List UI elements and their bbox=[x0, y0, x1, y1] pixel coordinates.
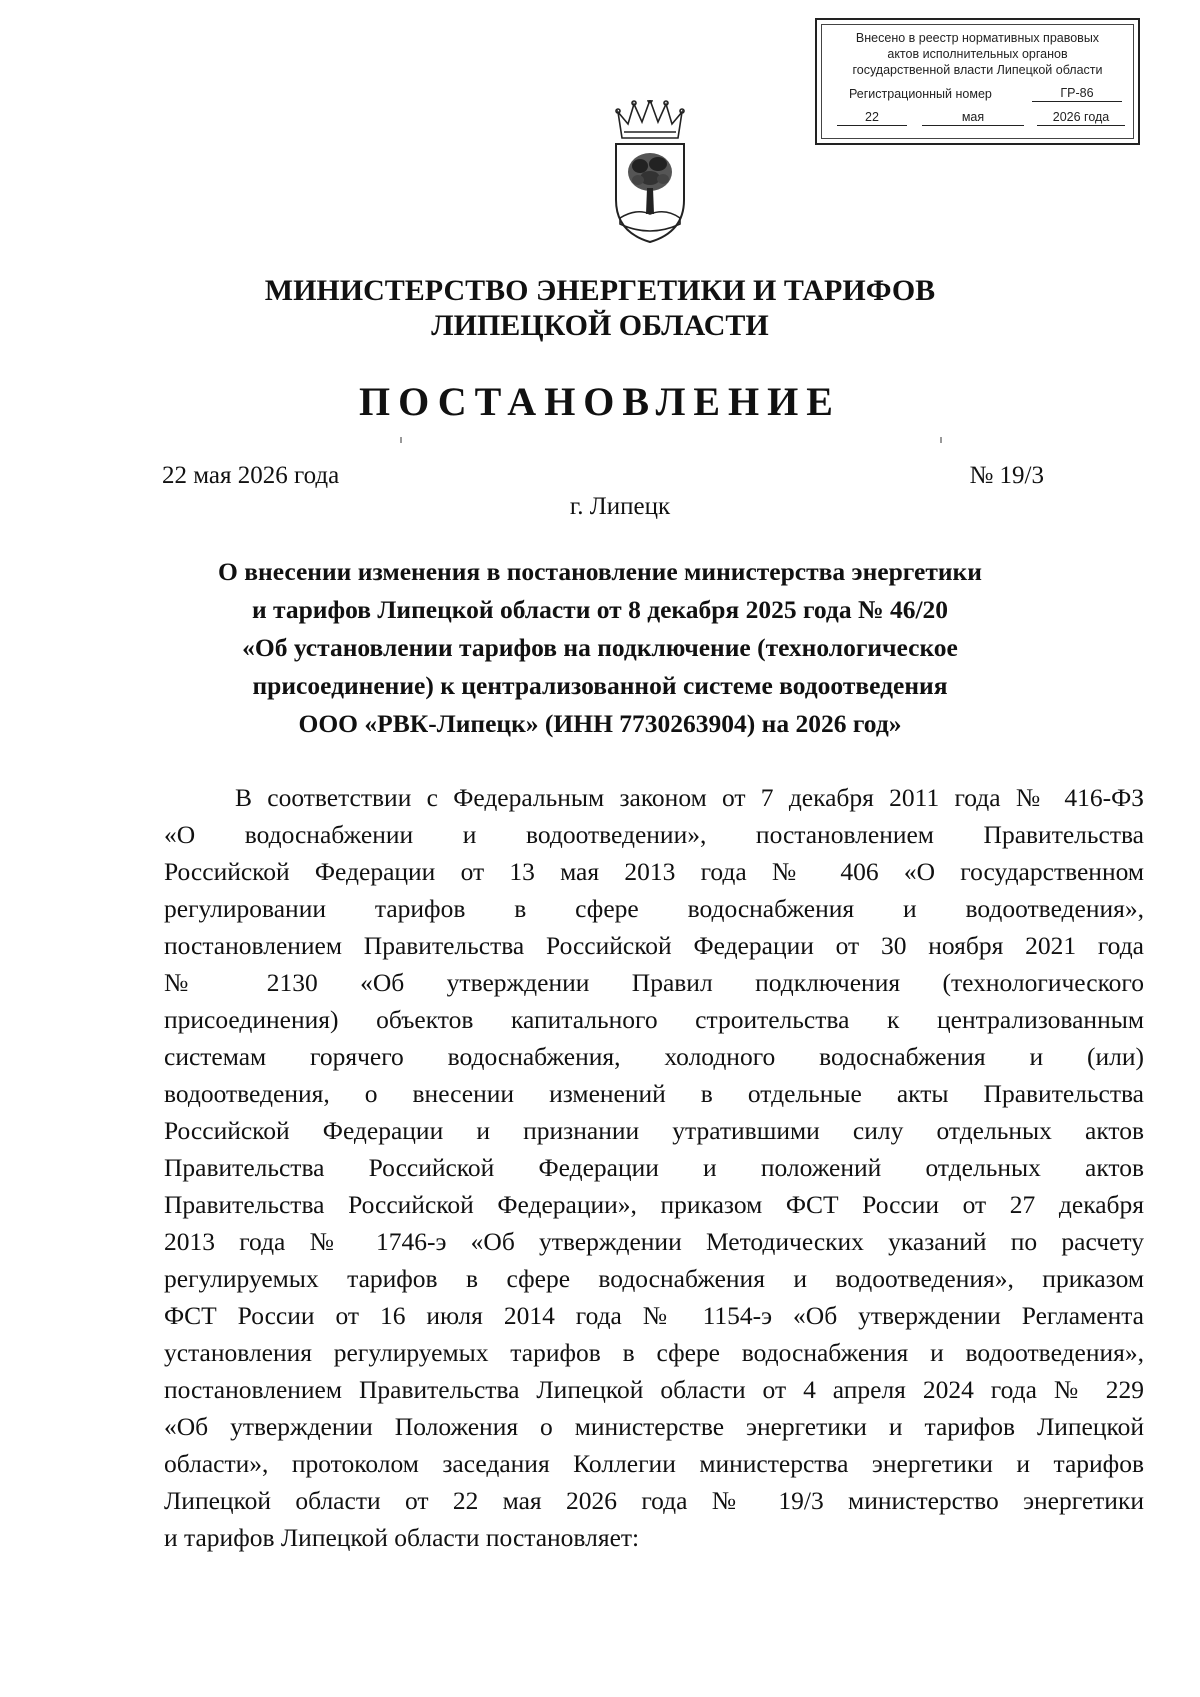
body-line: Правительства Российской Федерации», приказом ФСТ России от 27 декабря bbox=[164, 1190, 1144, 1219]
body-line: ФСТ России от 16 июля 2014 года № 1154-э «Об утверждении Регламента bbox=[164, 1301, 1144, 1330]
document-type: ПОСТАНОВЛЕНИЕ bbox=[359, 379, 841, 424]
body-line: Российской Федерации от 13 мая 2013 года № 406 «О государственном bbox=[164, 857, 1144, 886]
body-line: регулировании тарифов в сфере водоснабжения и водоотведения», bbox=[164, 894, 1144, 923]
document-date: 22 мая 2026 года bbox=[162, 462, 340, 489]
body-line: установления регулируемых тарифов в сфере водоснабжения и водоотведения», bbox=[164, 1338, 1144, 1367]
document-city: г. Липецк bbox=[569, 493, 671, 520]
document-number: № 19/3 bbox=[969, 462, 1044, 489]
body-line: водоотведения, о внесении изменений в отдельные акты Правительства bbox=[164, 1079, 1144, 1108]
registry-stamp bbox=[815, 18, 1140, 145]
body-line: регулируемых тарифов в сфере водоснабжения и водоотведения», приказом bbox=[164, 1264, 1144, 1293]
body-line: № 2130 «Об утверждении Правил подключения (технологического bbox=[164, 968, 1144, 997]
scan-speck bbox=[940, 437, 942, 443]
body-line: Правительства Российской Федерации и положений отдельных актов bbox=[164, 1153, 1144, 1182]
stamp-line-3: государственной власти Липецкой области bbox=[852, 63, 1103, 77]
title-line: присоединение) к централизованной системе водоотведения bbox=[252, 671, 948, 700]
body-line: 2013 года № 1746-э «Об утверждении Методических указаний по расчету bbox=[164, 1227, 1144, 1256]
body-line: постановлением Правительства Липецкой области от 4 апреля 2024 года № 229 bbox=[164, 1375, 1144, 1404]
stamp-registration-label: Регистрационный номер bbox=[849, 87, 992, 101]
body-line: «Об утверждении Положения о министерстве энергетики и тарифов Липецкой bbox=[164, 1412, 1144, 1441]
scan-speck bbox=[400, 437, 402, 443]
stamp-day: 22 bbox=[837, 110, 907, 126]
body-line: системам горячего водоснабжения, холодного водоснабжения и (или) bbox=[164, 1042, 1144, 1071]
title-line: ООО «РВК-Липецк» (ИНН 7730263904) на 2026 год» bbox=[298, 709, 902, 738]
title-line: «Об установлении тарифов на подключение (технологическое bbox=[242, 633, 958, 662]
title-line: и тарифов Липецкой области от 8 декабря 2025 года № 46/20 bbox=[251, 595, 949, 624]
title-line: О внесении изменения в постановление министерства энергетики bbox=[218, 557, 982, 586]
body-line: Российской Федерации и признании утратившими силу отдельных актов bbox=[164, 1116, 1144, 1145]
stamp-registration-number: ГР-86 bbox=[1032, 86, 1122, 102]
body-line: и тарифов Липецкой области постановляет: bbox=[164, 1523, 640, 1552]
ministry-name-line-2: ЛИПЕЦКОЙ ОБЛАСТИ bbox=[431, 309, 769, 342]
stamp-line-2: актов исполнительных органов bbox=[887, 47, 1068, 61]
body-line: присоединения) объектов капитального строительства к централизованным bbox=[164, 1005, 1144, 1034]
stamp-month: мая bbox=[922, 110, 1024, 126]
coat-of-arms-icon bbox=[610, 100, 690, 245]
stamp-line-1: Внесено в реестр нормативных правовых bbox=[855, 31, 1100, 45]
body-line: постановлением Правительства Российской Федерации от 30 ноября 2021 года bbox=[164, 931, 1144, 960]
body-line: области», протоколом заседания Коллегии министерства энергетики и тарифов bbox=[164, 1449, 1144, 1478]
body-line: Липецкой области от 22 мая 2026 года № 19/3 министерство энергетики bbox=[164, 1486, 1144, 1515]
stamp-year: 2026 года bbox=[1037, 110, 1125, 126]
ministry-name-line-1: МИНИСТЕРСТВО ЭНЕРГЕТИКИ И ТАРИФОВ bbox=[264, 274, 936, 307]
body-line: В соответствии с Федеральным законом от 7 декабря 2011 года № 416-ФЗ bbox=[235, 783, 1144, 812]
body-line: «О водоснабжении и водоотведении», постановлением Правительства bbox=[164, 820, 1144, 849]
